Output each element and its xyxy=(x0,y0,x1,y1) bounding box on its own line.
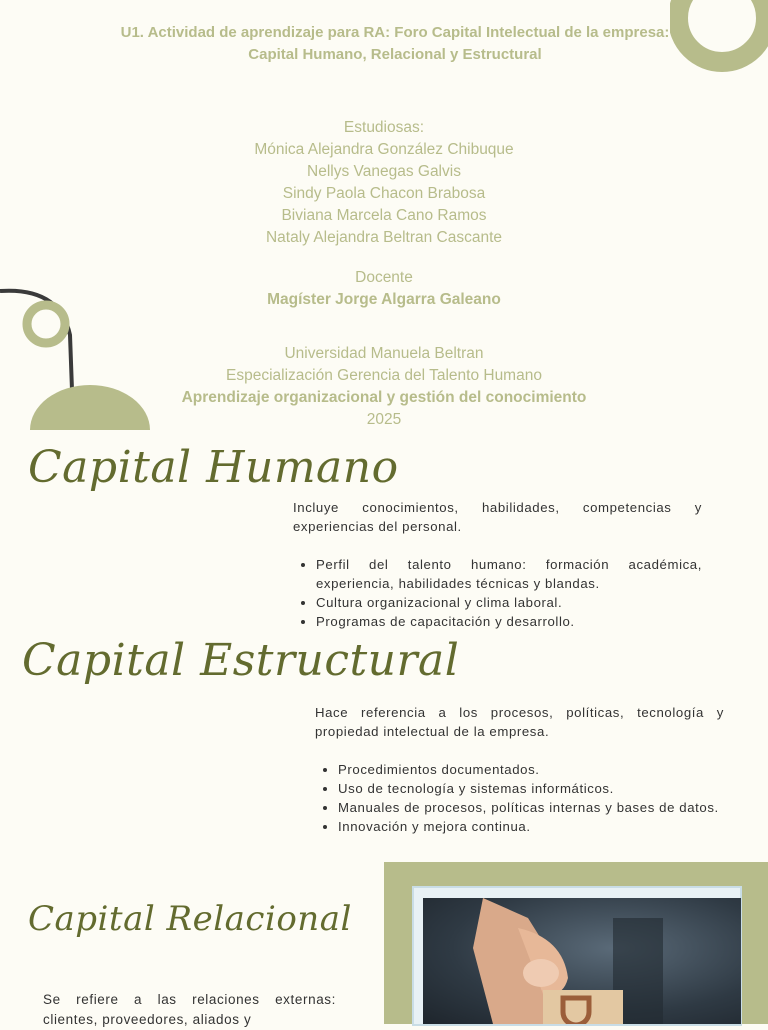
institution-block xyxy=(0,343,768,431)
list-item: • Programas de capacitación y desarrollo. xyxy=(316,612,702,631)
list-item: • Uso de tecnología y sistemas informáticos. xyxy=(338,779,724,798)
list-item: • Perfil del talento humano: formación académica, experiencia, habilidades técnicas y blandas. xyxy=(316,555,702,593)
capital-humano-intro: Incluye conocimientos, habilidades, competencias y experiencias del personal. xyxy=(293,500,702,534)
list-item: • Manuales de procesos, políticas internas y bases de datos. xyxy=(338,798,724,817)
hand-block-photo xyxy=(423,898,741,1024)
capital-estructural-list xyxy=(315,760,724,836)
ring-decoration xyxy=(670,0,768,80)
capital-estructural-heading: Capital Estructural xyxy=(22,635,460,686)
teacher-block xyxy=(0,267,768,311)
students-block xyxy=(0,117,768,249)
teacher-label: Docente xyxy=(355,269,413,286)
document-title: U1. Actividad de aprendizaje para RA: Foro Capital Intelectual de la empresa: Capital Humano, Relacional y Estructural xyxy=(120,24,670,63)
capital-humano-heading: Capital Humano xyxy=(28,442,399,493)
capital-estructural-intro: Hace referencia a los procesos, políticas, tecnología y propiedad intelectual de la empresa. xyxy=(315,705,724,739)
list-item: • Procedimientos documentados. xyxy=(338,760,724,779)
university-name: Universidad Manuela Beltran xyxy=(284,345,484,362)
course-name: Aprendizaje organizacional y gestión del conocimiento xyxy=(181,389,587,406)
capital-relacional-intro: Se refiere a las relaciones externas: clientes, proveedores, aliados y xyxy=(43,992,336,1027)
student-name: Sindy Paola Chacon Brabosa xyxy=(282,185,486,202)
capital-relacional-heading: Capital Relacional xyxy=(28,899,352,939)
program-name: Especialización Gerencia del Talento Humano xyxy=(226,367,542,384)
list-item: • Cultura organizacional y clima laboral. xyxy=(316,593,702,612)
capital-estructural-text xyxy=(315,703,724,836)
capital-humano-list xyxy=(293,555,702,631)
hand-block-image xyxy=(423,898,741,1024)
year: 2025 xyxy=(366,411,402,428)
student-name: Nellys Vanegas Galvis xyxy=(307,163,461,180)
student-name: Biviana Marcela Cano Ramos xyxy=(281,207,487,224)
capital-humano-text xyxy=(293,498,702,631)
student-name: Mónica Alejandra González Chibuque xyxy=(254,141,514,158)
list-item: • Innovación y mejora continua. xyxy=(338,817,724,836)
student-name: Nataly Alejandra Beltran Cascante xyxy=(265,229,503,246)
teacher-name: Magíster Jorge Algarra Galeano xyxy=(267,291,501,308)
students-label: Estudiosas: xyxy=(343,119,425,136)
